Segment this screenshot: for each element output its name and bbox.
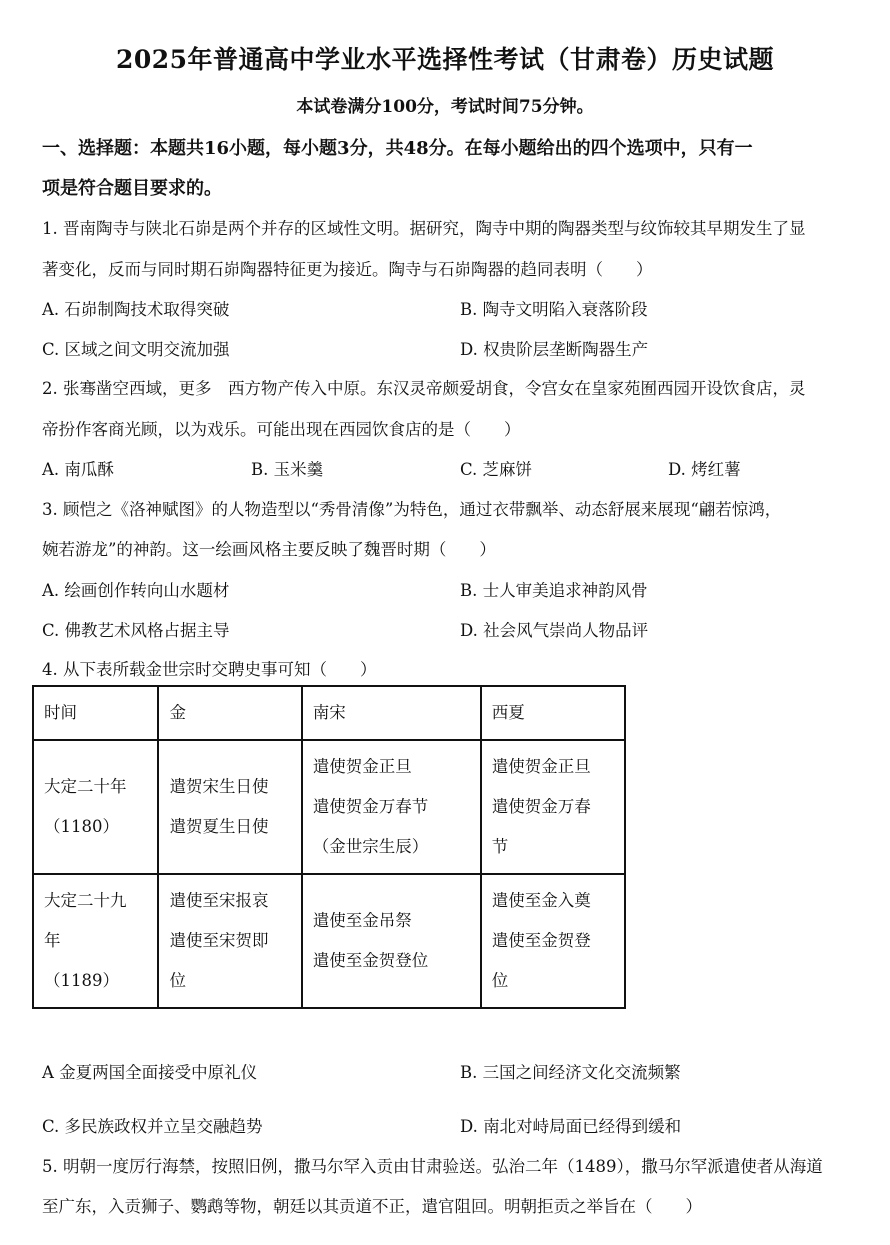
section-heading-line1: 一、选择题：本题共16小题，每小题3分，共48分。在每小题给出的四个选项中，只有一	[42, 138, 753, 159]
cell-line: （1189）	[44, 971, 119, 990]
question-4-option-a: A 金夏两国全面接受中原礼仪	[42, 1063, 258, 1082]
question-3-option-b: B. 士人审美追求神韵风骨	[460, 581, 648, 600]
question-3-option-c: C. 佛教艺术风格占据主导	[42, 621, 230, 640]
question-2-stem-line1: 2. 张骞凿空西域，更多 西方物产传入中原。东汉灵帝颇爱胡食，令宫女在皇家苑囿西园开设饮食店，灵	[42, 379, 806, 398]
table-header-time: 时间	[33, 686, 158, 740]
cell-line: 大定二十年	[44, 777, 127, 796]
question-4-option-b: B. 三国之间经济文化交流频繁	[460, 1063, 681, 1082]
question-2-option-b: B. 玉米羹	[251, 460, 324, 479]
section-heading-line2: 项是符合题目要求的。	[42, 178, 222, 199]
table-cell-time	[33, 874, 158, 1008]
cell-line: （1180）	[44, 817, 119, 836]
cell-line: 遣使至宋报哀	[169, 891, 269, 910]
question-1-stem-line2: 著变化，反而与同时期石峁陶器特征更为接近。陶寺与石峁陶器的趋同表明（ ）	[42, 260, 653, 279]
exam-subtitle: 本试卷满分100分，考试时间75分钟。	[296, 97, 594, 117]
cell-line: 遣使贺金万春节	[312, 797, 429, 816]
cell-line: 遣使至金贺登位	[312, 951, 429, 970]
table-cell-western-xia	[481, 740, 625, 874]
cell-line: 年	[44, 931, 61, 950]
question-2-stem-line2: 帝扮作客商光顾，以为戏乐。可能出现在西园饮食店的是（ ）	[42, 420, 521, 439]
question-4-stem: 4. 从下表所载金世宗时交聘史事可知（ ）	[42, 660, 377, 679]
cell-line: 遣贺宋生日使	[169, 777, 269, 796]
table-cell-time	[33, 740, 158, 874]
cell-line: 遣使贺金正旦	[491, 757, 591, 776]
question-4-option-d: D. 南北对峙局面已经得到缓和	[460, 1117, 682, 1136]
question-1-option-c: C. 区域之间文明交流加强	[42, 340, 230, 359]
table-header-southern-song: 南宋	[302, 686, 481, 740]
cell-line: 遣使至宋贺即	[169, 931, 269, 950]
question-1-option-a: A. 石峁制陶技术取得突破	[42, 300, 230, 319]
cell-line: 位	[491, 971, 509, 990]
cell-line: 位	[169, 971, 186, 990]
table-cell-southern-song	[302, 874, 481, 1008]
question-2-option-d: D. 烤红薯	[668, 460, 741, 479]
question-3-stem-line2: 婉若游龙”的神韵。这一绘画风格主要反映了魏晋时期（ ）	[42, 540, 496, 559]
table-row	[33, 874, 625, 1008]
question-2-option-c: C. 芝麻饼	[460, 460, 533, 479]
question-1-stem-line1: 1. 晋南陶寺与陕北石峁是两个并存的区域性文明。据研究，陶寺中期的陶器类型与纹饰较其早期发生了显	[42, 219, 806, 238]
cell-line: （金世宗生辰）	[312, 837, 429, 856]
question-4-option-c: C. 多民族政权并立呈交融趋势	[42, 1117, 263, 1136]
question-3-option-a: A. 绘画创作转向山水题材	[42, 581, 230, 600]
cell-line: 遣贺夏生日使	[169, 817, 269, 836]
exam-title: 2025年普通高中学业水平选择性考试（甘肃卷）历史试题	[115, 45, 775, 74]
table-cell-southern-song	[302, 740, 481, 874]
cell-line: 遣使至金入奠	[491, 891, 591, 910]
table-cell-jin	[158, 874, 301, 1008]
cell-line: 遣使贺金万春	[491, 797, 591, 816]
cell-line: 遣使至金吊祭	[312, 911, 412, 930]
question-3-option-d: D. 社会风气崇尚人物品评	[460, 621, 649, 640]
table-header-western-xia: 西夏	[481, 686, 625, 740]
question-3-stem-line1: 3. 顾恺之《洛神赋图》的人物造型以“秀骨清像”为特色，通过衣带飘举、动态舒展来展现“翩若惊鸿，	[42, 500, 782, 519]
question-2-option-a: A. 南瓜酥	[42, 460, 114, 479]
cell-line: 节	[491, 837, 509, 856]
table-row	[33, 740, 625, 874]
table-header-jin: 金	[158, 686, 301, 740]
table-cell-jin	[158, 740, 301, 874]
cell-line: 遣使至金贺登	[491, 931, 591, 950]
question-1-option-b: B. 陶寺文明陷入衰落阶段	[460, 300, 648, 319]
table-cell-western-xia	[481, 874, 625, 1008]
question-5-stem-line1: 5. 明朝一度厉行海禁，按照旧例，撒马尔罕入贡由甘肃验送。弘治二年（1489），撒马尔罕派遣使者从海道	[42, 1157, 823, 1176]
cell-line: 大定二十九	[44, 891, 127, 910]
cell-line: 遣使贺金正旦	[312, 757, 412, 776]
table-header-row	[33, 686, 625, 740]
question-5-stem-line2: 至广东，入贡狮子、鹦鹉等物，朝廷以其贡道不正，遣官阻回。明朝拒贡之举旨在（ ）	[42, 1197, 702, 1216]
question-1-option-d: D. 权贵阶层垄断陶器生产	[460, 340, 649, 359]
diplomacy-table	[32, 685, 626, 1009]
